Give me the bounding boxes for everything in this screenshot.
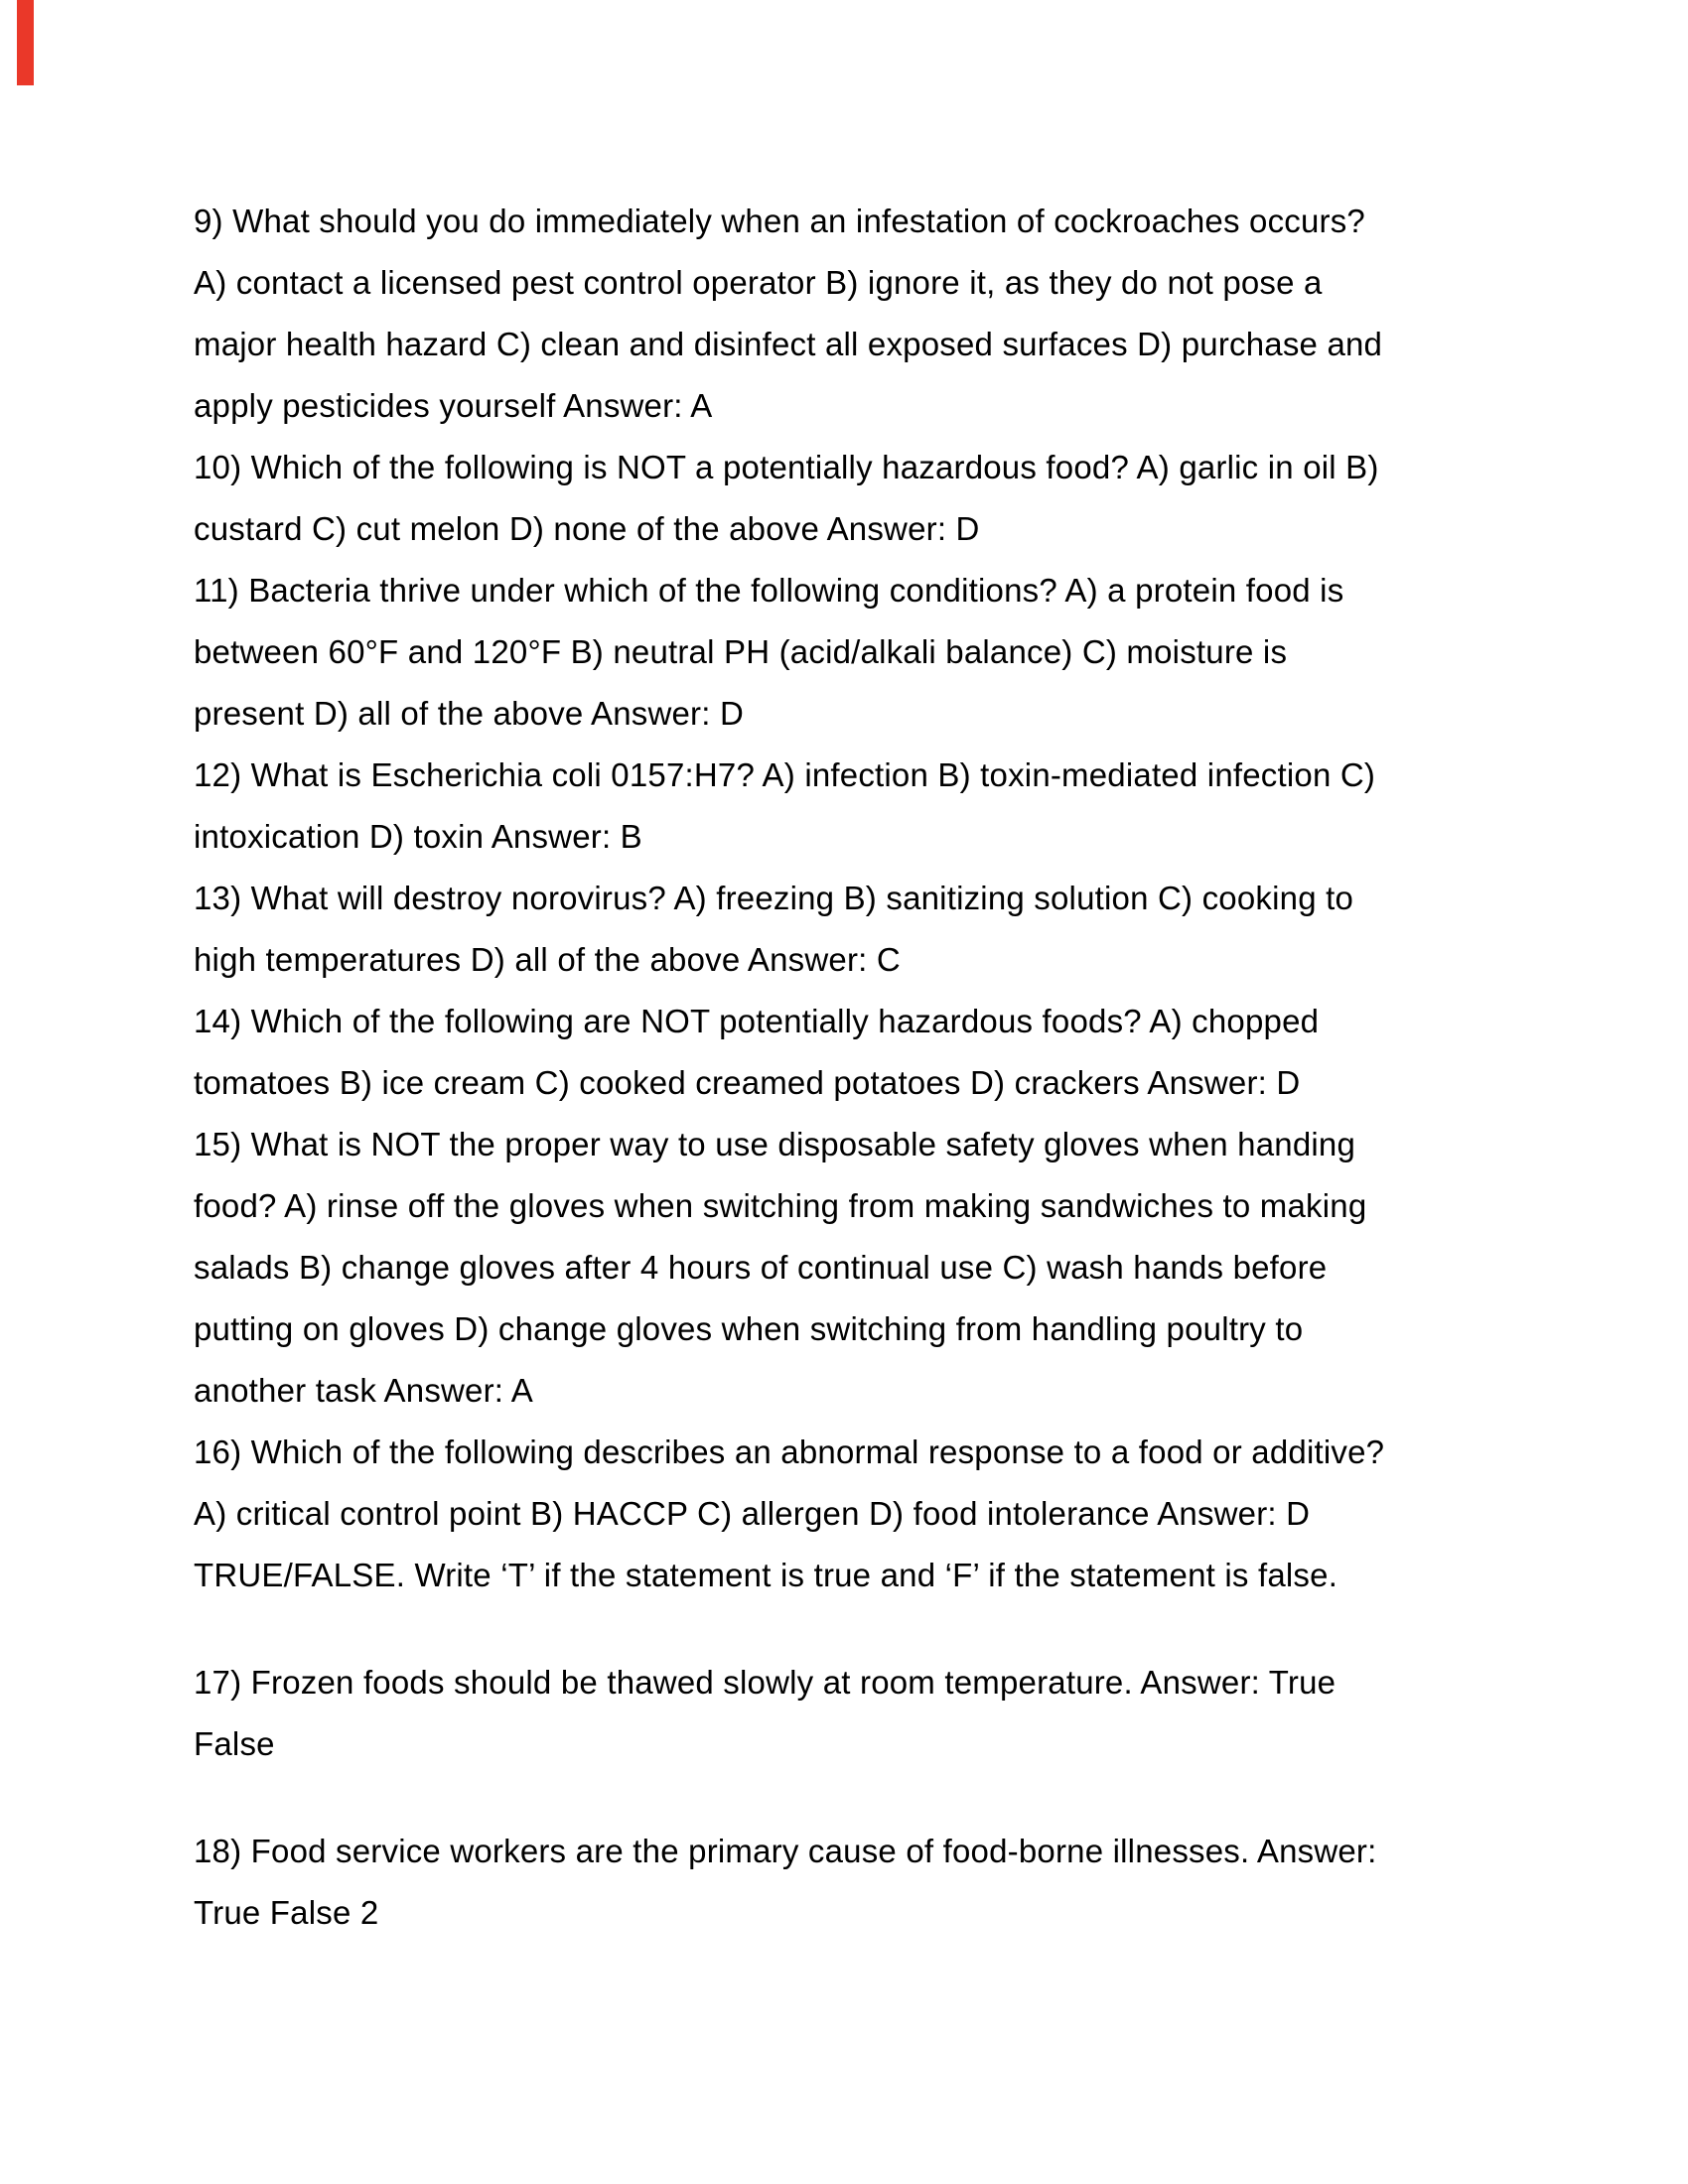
doc-blank-line xyxy=(194,1606,1504,1652)
doc-line: major health hazard C) clean and disinfect all exposed surfaces D) purchase and xyxy=(194,326,1383,362)
doc-line: another task Answer: A xyxy=(194,1372,533,1409)
doc-line: putting on gloves D) change gloves when switching from handling poultry to xyxy=(194,1310,1304,1347)
doc-line: 14) Which of the following are NOT potentially hazardous foods? A) chopped xyxy=(194,1003,1320,1039)
doc-line: food? A) rinse off the gloves when switching from making sandwiches to making xyxy=(194,1187,1367,1224)
doc-line: salads B) change gloves after 4 hours of continual use C) wash hands before xyxy=(194,1249,1328,1286)
doc-line: 11) Bacteria thrive under which of the following conditions? A) a protein food is xyxy=(194,572,1344,609)
doc-line: True False 2 xyxy=(194,1894,379,1931)
document-text xyxy=(194,191,1504,1944)
doc-line: 12) What is Escherichia coli 0157:H7? A) infection B) toxin-mediated infection C) xyxy=(194,756,1376,793)
doc-line: 18) Food service workers are the primary cause of food-borne illnesses. Answer: xyxy=(194,1833,1377,1869)
doc-line: 16) Which of the following describes an abnormal response to a food or additive? xyxy=(194,1433,1385,1470)
doc-line: A) contact a licensed pest control operator B) ignore it, as they do not pose a xyxy=(194,264,1323,301)
doc-blank-line xyxy=(194,1775,1504,1821)
doc-line: custard C) cut melon D) none of the above Answer: D xyxy=(194,510,980,547)
doc-line: 17) Frozen foods should be thawed slowly at room temperature. Answer: True xyxy=(194,1664,1336,1701)
doc-line: present D) all of the above Answer: D xyxy=(194,695,745,732)
doc-line: intoxication D) toxin Answer: B xyxy=(194,818,642,855)
doc-line: tomatoes B) ice cream C) cooked creamed potatoes D) crackers Answer: D xyxy=(194,1064,1301,1101)
doc-line: between 60°F and 120°F B) neutral PH (acid/alkali balance) C) moisture is xyxy=(194,633,1288,670)
doc-line: False xyxy=(194,1725,275,1762)
doc-line: apply pesticides yourself Answer: A xyxy=(194,387,713,424)
doc-line: A) critical control point B) HACCP C) allergen D) food intolerance Answer: D xyxy=(194,1495,1311,1532)
red-annotation-marker xyxy=(17,0,34,85)
doc-line: 10) Which of the following is NOT a potentially hazardous food? A) garlic in oil B) xyxy=(194,449,1379,485)
doc-line: 9) What should you do immediately when an infestation of cockroaches occurs? xyxy=(194,203,1365,239)
doc-line: 13) What will destroy norovirus? A) freezing B) sanitizing solution C) cooking to xyxy=(194,880,1354,916)
doc-line: TRUE/FALSE. Write ‘T’ if the statement is true and ‘F’ if the statement is false. xyxy=(194,1557,1338,1593)
doc-line: high temperatures D) all of the above Answer: C xyxy=(194,941,901,978)
doc-line: 15) What is NOT the proper way to use disposable safety gloves when handing xyxy=(194,1126,1356,1162)
